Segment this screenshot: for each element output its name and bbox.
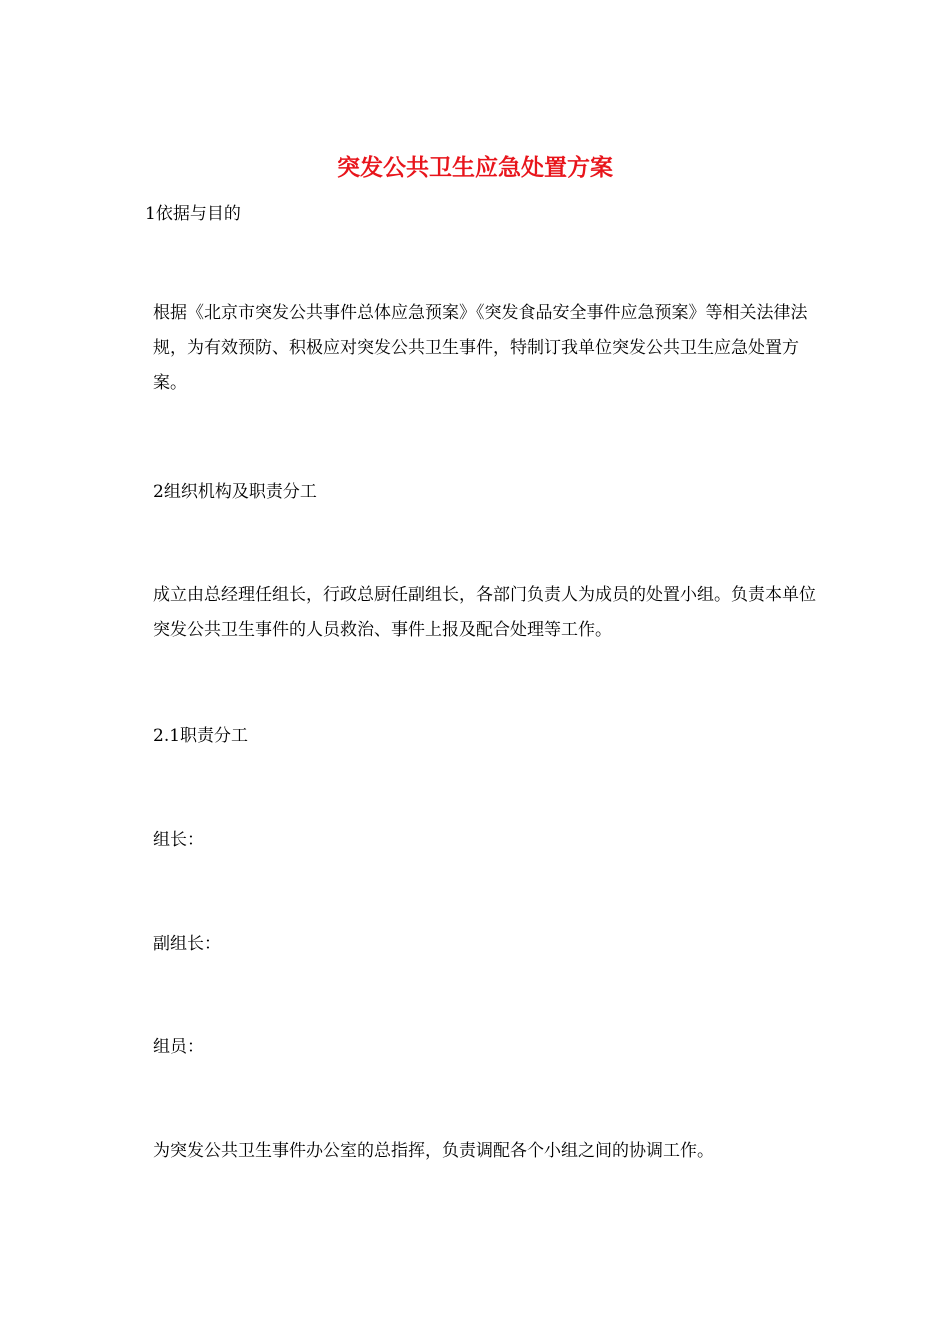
leader-duty-paragraph: 为突发公共卫生事件办公室的总指挥，负责调配各个小组之间的协调工作。 xyxy=(153,1141,714,1161)
section-2-paragraph: 成立由总经理任组长，行政总厨任副组长，各部门负责人为成员的处置小组。负责本单位突发公共卫生事件的人员救治、事件上报及配合处理等工作。 xyxy=(153,585,816,640)
section-1-heading: 1依据与目的 xyxy=(145,204,241,224)
section-2-1-heading: 2.1职责分工 xyxy=(153,726,249,746)
deputy-leader-label: 副组长： xyxy=(153,934,221,954)
leader-label: 组长： xyxy=(153,830,204,850)
section-2-heading: 2组织机构及职责分工 xyxy=(153,482,317,502)
section-1-paragraph: 根据《北京市突发公共事件总体应急预案》《突发食品安全事件应急预案》等相关法律法规，为有效预防、积极应对突发公共卫生事件，特制订我单位突发公共卫生应急处置方案。 xyxy=(153,303,808,393)
member-label: 组员： xyxy=(153,1037,204,1057)
document-title: 突发公共卫生应急处置方案 xyxy=(337,154,613,181)
